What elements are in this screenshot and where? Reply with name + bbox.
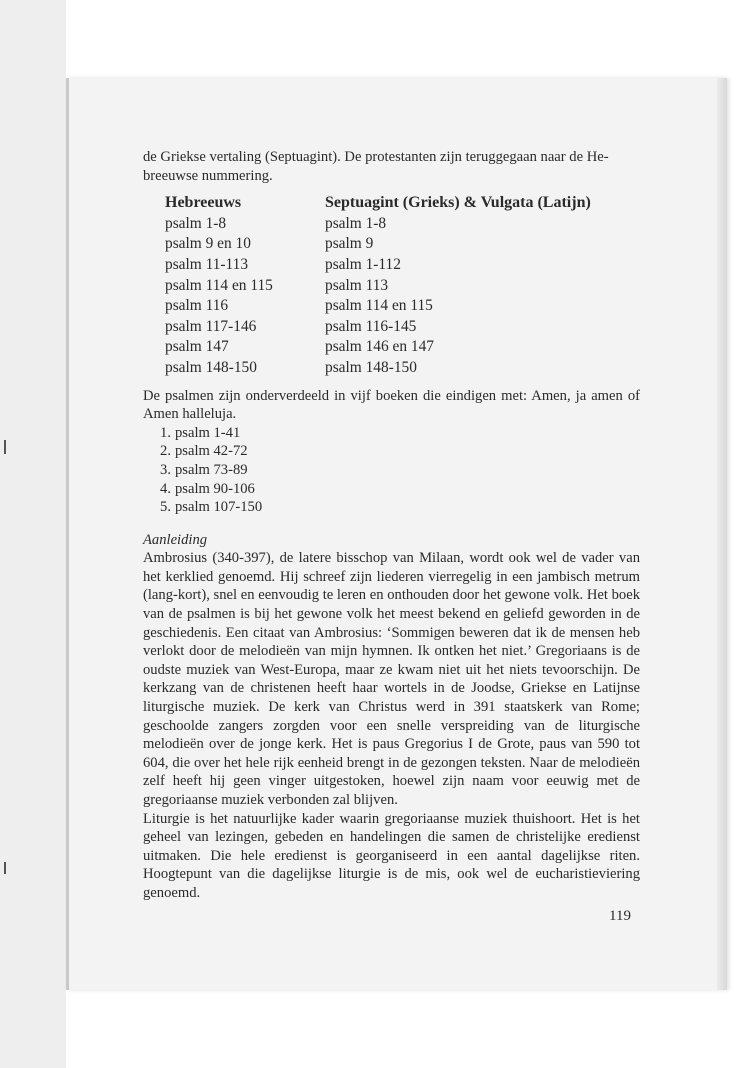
header-hebreeuws: Hebreeuws bbox=[165, 194, 242, 212]
table-cell: psalm 148-150 bbox=[165, 358, 257, 376]
books-intro: De psalmen zijn onderverdeeld in vijf boeken die eindigen met: Amen, ja amen of Amen halleluja. bbox=[143, 387, 640, 423]
table-cell: psalm 11-113 bbox=[165, 255, 249, 273]
section-heading: Aanleiding bbox=[143, 531, 208, 548]
header-septuagint: Septuagint (Grieks) & Vulgata (Latijn) bbox=[325, 194, 591, 212]
table-cell: psalm 1-112 bbox=[325, 255, 401, 273]
margin-mark bbox=[4, 440, 6, 454]
psalm-numbering-table bbox=[165, 193, 640, 378]
table-cell: psalm 1-8 bbox=[325, 214, 387, 232]
list-number: 5. bbox=[160, 499, 171, 516]
page-content bbox=[143, 148, 640, 903]
page-edge bbox=[717, 78, 727, 990]
list-text: psalm 42-72 bbox=[175, 443, 248, 460]
page-number: 119 bbox=[609, 908, 631, 924]
list-number: 4. bbox=[160, 480, 171, 497]
list-number: 3. bbox=[160, 461, 171, 478]
list-item bbox=[155, 424, 640, 443]
scan-margin bbox=[0, 0, 66, 1068]
table-cell: psalm 9 en 10 bbox=[165, 235, 251, 253]
table-cell: psalm 146 en 147 bbox=[325, 338, 435, 356]
book-page bbox=[66, 78, 727, 990]
intro-paragraph bbox=[143, 148, 640, 185]
list-item bbox=[155, 480, 640, 499]
table-cell: psalm 148-150 bbox=[325, 358, 417, 376]
list-number: 2. bbox=[160, 443, 171, 460]
table-cell: psalm 116 bbox=[165, 297, 229, 315]
list-text: psalm 73-89 bbox=[175, 461, 248, 478]
list-text: psalm 107-150 bbox=[175, 499, 263, 516]
books-list bbox=[155, 424, 640, 517]
table-cell: psalm 113 bbox=[325, 276, 389, 294]
table-cell: psalm 9 bbox=[325, 235, 374, 253]
list-item bbox=[155, 442, 640, 461]
list-number: 1. bbox=[160, 424, 171, 441]
table-cell: psalm 114 en 115 bbox=[325, 297, 433, 315]
intro-line: de Griekse vertaling (Septuagint). De protestanten zijn teruggegaan naar de He- bbox=[143, 149, 609, 165]
intro-line: breeuwse nummering. bbox=[143, 167, 273, 184]
list-text: psalm 90-106 bbox=[175, 480, 255, 497]
table-cell: psalm 1-8 bbox=[165, 214, 227, 232]
list-item bbox=[155, 461, 640, 480]
table-cell: psalm 114 en 115 bbox=[165, 276, 273, 294]
table-cell: psalm 147 bbox=[165, 338, 229, 356]
body-paragraph-1: Ambrosius (340-397), de latere bisschop van Milaan, wordt ook wel de vader van het kerklied genoemd. Hij schreef zijn liederen vierregelig in een jambisch metrum (lang-kort), snel en eenvoudig te leren en onthouden door het gewone volk. Het boek van de psalmen is bij het gewone volk het meest bekend en geliefd geworden in de geschiedenis. Een citaat van Ambrosius: ‘Sommigen beweren dat ik de mensen heb verlokt door de melodieën van mijn hymnen. Ik ontken het niet.’ Gregoriaans is de oudste muziek van West-Europa, maar ze kwam niet uit het niets tevoorschijn. De kerkzang van de christenen heeft haar wortels in de Joodse, Griekse en Latijnse liturgische muziek. De kerk van Christus werd in 391 staatskerk van Rome; geschoolde zangers zorgden voor een snelle verspreiding van de liturgische melodieën over de jonge kerk. Het is paus Gregorius I de Grote, paus van 590 tot 604, die over het hele rijk eenheid brengt in de gezongen teksten. Naar de melodieën zelf heeft hij geen vinger uitgestoken, hoewel zijn naam voor eeuwig met de gregoriaanse muziek verbonden zal blijven. bbox=[143, 550, 640, 808]
table-cell: psalm 116-145 bbox=[325, 317, 417, 335]
list-text: psalm 1-41 bbox=[175, 424, 241, 441]
margin-mark bbox=[4, 862, 6, 874]
list-item bbox=[155, 498, 640, 517]
table-cell: psalm 117-146 bbox=[165, 317, 257, 335]
body-paragraph-2: Liturgie is het natuurlijke kader waarin gregoriaanse muziek thuishoort. Het is het geheel van lezingen, gebeden en handelingen die samen de christelijke eredienst uitmaken. Die hele eredienst is georganiseerd in een aantal dagelijkse riten. Hoogtepunt van die dagelijkse liturgie is de mis, ook wel de eucharistieviering genoemd. bbox=[143, 810, 640, 901]
